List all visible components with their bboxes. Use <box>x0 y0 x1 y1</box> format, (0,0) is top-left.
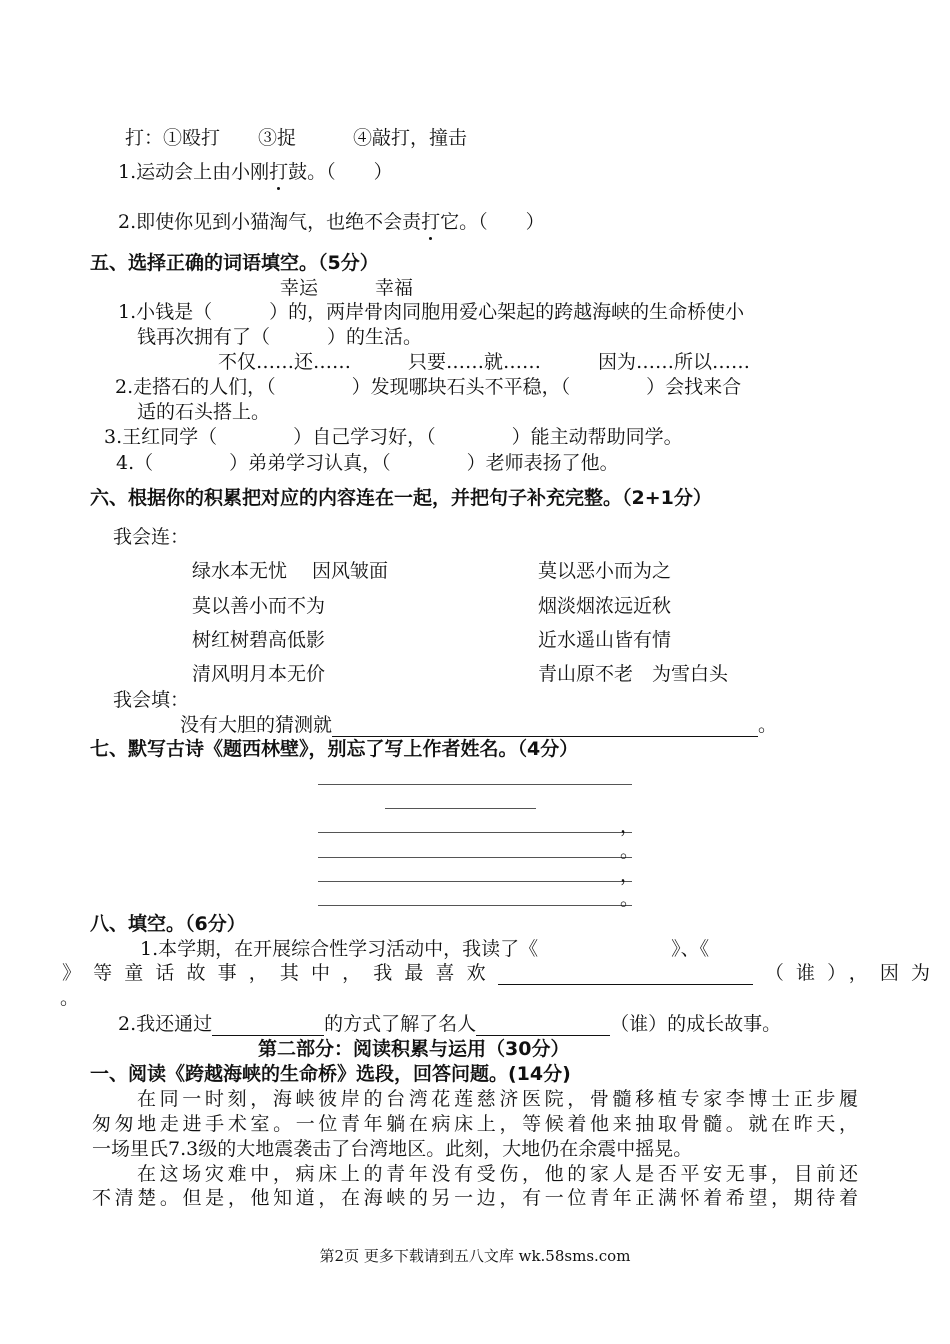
section-6-title: 六、根据你的积累把对应的内容连在一起，并把句子补充完整。（2+1分） <box>90 487 712 509</box>
passage-line: 在这场灾难中，病床上的青年没有受伤，他的家人是否平安无事，目前还 <box>137 1163 858 1185</box>
question-4-1-before: 1.运动会上由小刚 <box>118 161 270 183</box>
poem-title-line[interactable] <box>318 784 632 785</box>
favorite-story-blank[interactable] <box>498 964 753 985</box>
question-8-2-text-c: （谁）的成长故事。 <box>610 1013 782 1035</box>
reading-1-title: 一、阅读《跨越海峡的生命桥》选段，回答问题。(14分) <box>90 1063 571 1085</box>
poem-line-3-punct: ， <box>620 864 640 886</box>
connect-left-item: 树红树碧高低影 <box>192 629 326 651</box>
question-8-1-text-b: （谁），因为 <box>752 962 930 984</box>
connect-right-item: 近水遥山皆有情 <box>538 629 672 651</box>
question-5-4: 4.（ ）弟弟学习认真，（ ）老师表扬了他。 <box>116 452 619 474</box>
part-2-title: 第二部分：阅读积累与运用（30分） <box>258 1038 570 1060</box>
question-8-1-line-1: 1.本学期，在开展综合性学习活动中，我读了《 》、《 <box>140 938 710 960</box>
question-8-2-text-a: 2.我还通过 <box>118 1013 213 1035</box>
question-5-1-line-2: 钱再次拥有了（ ）的生活。 <box>137 326 423 348</box>
question-4-1-dotted-char: 打 <box>269 161 289 183</box>
poem-line-3[interactable] <box>318 881 632 882</box>
question-4-2-dotted-char: 打 <box>421 211 441 233</box>
fill-sentence <box>180 713 777 737</box>
question-8-1-line-2 <box>62 961 930 985</box>
polysemy-options: 打：①殴打 ③捉 ④敲打，撞击 <box>125 127 468 149</box>
poem-author-line[interactable] <box>385 808 536 809</box>
connect-left-item: 莫以善小而不为 <box>192 595 326 617</box>
poem-line-4-punct: 。 <box>620 888 640 910</box>
question-8-2-text-b: 的方式了解了名人 <box>324 1013 477 1035</box>
famous-person-blank[interactable] <box>476 1015 610 1036</box>
fill-label: 我会填： <box>113 689 190 711</box>
poem-line-1[interactable] <box>318 832 632 833</box>
question-4-2-before: 2.即使你见到小猫淘气，也绝不会责 <box>118 211 422 233</box>
fill-sentence-end: 。 <box>758 714 778 736</box>
question-4-1-after: 鼓。（ ） <box>288 161 393 183</box>
section-8-title: 八、填空。（6分） <box>90 913 246 935</box>
question-4-2-after: 它。（ ） <box>440 211 545 233</box>
section-5-words-2: 不仅……还…… 只要……就…… 因为……所以…… <box>218 351 751 373</box>
question-5-1-line-1: 1.小钱是（ ）的，两岸骨肉同胞用爱心架起的跨越海峡的生命桥使小 <box>118 301 745 323</box>
connect-right-item: 莫以恶小而为之 <box>538 560 672 582</box>
connect-right-item: 青山原不老 为雪白头 <box>538 663 729 685</box>
poem-line-2[interactable] <box>318 857 632 858</box>
fill-blank[interactable] <box>332 716 758 737</box>
poem-line-4[interactable] <box>318 905 632 906</box>
question-8-1-line-3: 。 <box>60 987 80 1009</box>
question-4-1 <box>118 160 393 184</box>
connect-right-item: 烟淡烟浓远近秋 <box>538 595 672 617</box>
question-8-1-text-a: 》等童话故事，其中，我最喜欢 <box>62 962 498 984</box>
section-5-title: 五、选择正确的词语填空。（5分） <box>90 252 379 274</box>
question-5-2-line-1: 2.走搭石的人们，（ ）发现哪块石头不平稳，（ ）会找来合 <box>115 376 742 398</box>
passage-line: 不清楚。但是，他知道，在海峡的另一边，有一位青年正满怀着希望，期待着 <box>92 1187 858 1209</box>
method-blank[interactable] <box>212 1015 324 1036</box>
poem-line-2-punct: 。 <box>620 840 640 862</box>
question-4-2 <box>118 210 545 234</box>
fill-sentence-text: 没有大胆的猜测就 <box>180 714 333 736</box>
question-8-2 <box>118 1012 781 1036</box>
page-footer: 第2页 更多下载请到五八文库 wk.58sms.com <box>319 1247 631 1265</box>
passage-line: 一场里氏7.3级的大地震袭击了台湾地区。此刻，大地仍在余震中摇晃。 <box>92 1138 693 1160</box>
passage-line: 在同一时刻，海峡彼岸的台湾花莲慈济医院，骨髓移植专家李博士正步履 <box>137 1088 858 1110</box>
poem-line-1-punct: ， <box>620 815 640 837</box>
passage-line: 匆匆地走进手术室。一位青年躺在病床上，等候着他来抽取骨髓。就在昨天， <box>92 1113 858 1135</box>
connect-label: 我会连： <box>113 526 190 548</box>
section-5-words-1: 幸运 幸福 <box>280 277 414 299</box>
question-5-2-line-2: 适的石头搭上。 <box>137 401 271 423</box>
connect-left-item: 绿水本无忧 因风皱面 <box>192 560 389 582</box>
connect-left-item: 清风明月本无价 <box>192 663 326 685</box>
section-7-title: 七、默写古诗《题西林壁》，别忘了写上作者姓名。（4分） <box>90 738 579 760</box>
question-5-3: 3.王红同学（ ）自己学习好，（ ）能主动帮助同学。 <box>104 426 683 448</box>
